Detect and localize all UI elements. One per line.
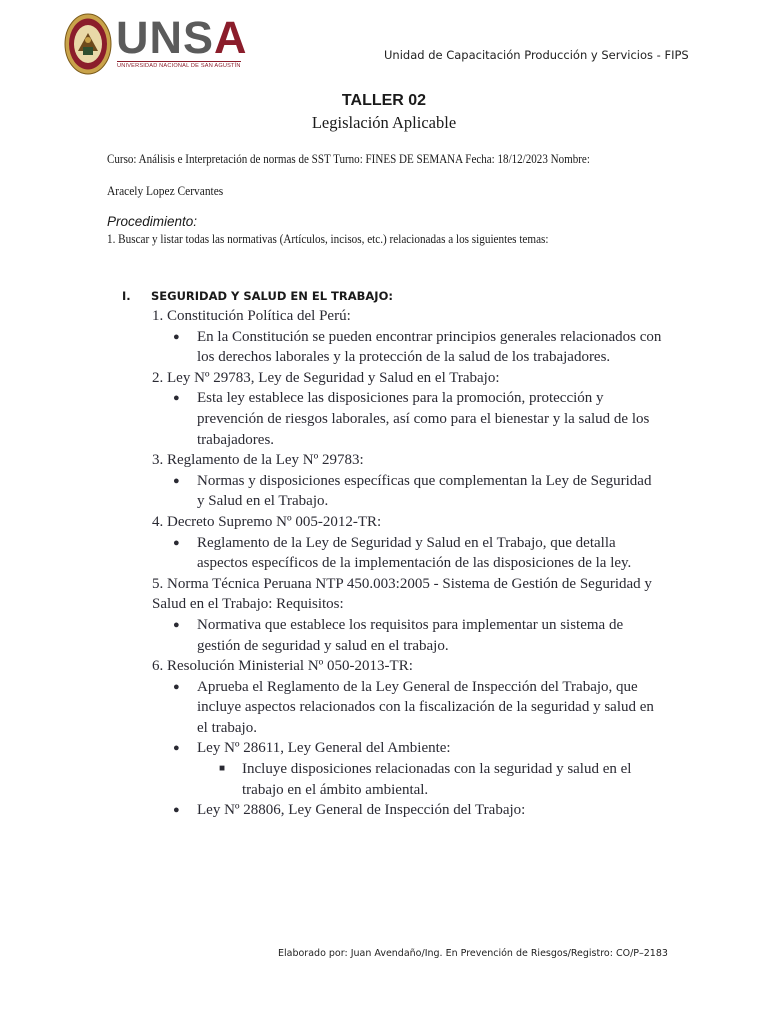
university-seal-icon [64, 13, 112, 75]
sub-bullet-point: ■ Incluye disposiciones relacionadas con la seguridad y salud en el trabajo en el ámbito ambiental. [152, 759, 662, 800]
bullet-point: ● Esta ley establece las disposiciones para la promoción, protección y prevención de riesgos laborales, así como para el bienestar y la salud de los trabajadores. [152, 388, 662, 450]
instruction-text: 1. Buscar y listar todas las normativas (Artículos, incisos, etc.) relacionadas a los siguientes temas: [107, 231, 549, 246]
list-item-heading: 1. Constitución Política del Perú: [152, 308, 351, 324]
bullet-point: ● Ley Nº 28806, Ley General de Inspección del Trabajo: [152, 800, 662, 821]
document-subtitle: Legislación Aplicable [311, 113, 457, 132]
list-item-heading: 6. Resolución Ministerial Nº 050-2013-TR: [152, 658, 413, 675]
bullet-point: ● Ley Nº 28611, Ley General del Ambiente: [152, 738, 662, 759]
logo-subtitle: UNIVERSIDAD NACIONAL DE SAN AGUSTÍN [117, 63, 241, 69]
document-title: TALLER 02 [341, 92, 427, 109]
unit-name: Unidad de Capacitación Producción y Servicios - FIPS [384, 48, 689, 62]
logo-wordmark [116, 12, 248, 63]
footer-credit: Elaborado por: Juan Avendaño/Ing. En Prevención de Riesgos/Registro: CO/P–2183 [278, 948, 668, 959]
list-item-heading: 5. Norma Técnica Peruana NTP 450.003:2005 - Sistema de Gestión de Seguridad y Salud en el Trabajo: Requisitos: [152, 575, 652, 613]
bullet-point: ● Normas y disposiciones específicas que complementan la Ley de Seguridad y Salud en el Trabajo. [152, 471, 662, 512]
list-item-heading: 2. Ley Nº 29783, Ley de Seguridad y Salud en el Trabajo: [152, 369, 500, 386]
student-name: Aracely Lopez Cervantes [107, 183, 224, 198]
bullet-point: ● Normativa que establece los requisitos para implementar un sistema de gestión de seguridad y salud en el trabajo. [152, 615, 662, 656]
section-content [152, 306, 662, 821]
course-info-line: Curso: Análisis e Interpretación de normas de SST Turno: FINES DE SEMANA Fecha: 18/12/2023 Nombre: [107, 151, 590, 166]
section-number: I. [122, 289, 131, 303]
bullet-point: ● En la Constitución se pueden encontrar principios generales relacionados con los derechos laborales y la protección de la salud de los trabajadores. [152, 327, 662, 368]
logo-accent: A [214, 12, 248, 63]
bullet-point: ● Reglamento de la Ley de Seguridad y Salud en el Trabajo, que detalla aspectos específicos de la implementación de las disposiciones de la ley. [152, 533, 662, 574]
list-item-heading: 3. Reglamento de la Ley Nº 29783: [152, 452, 364, 469]
bullet-point: ● Aprueba el Reglamento de la Ley General de Inspección del Trabajo, que incluye aspectos relacionados con la fiscalización de la seguridad y salud en el trabajo. [152, 677, 662, 739]
procedure-label: Procedimiento: [107, 214, 198, 229]
section-title: SEGURIDAD Y SALUD EN EL TRABAJO: [151, 289, 393, 303]
list-item-heading: 4. Decreto Supremo Nº 005-2012-TR: [152, 513, 382, 530]
logo-word: UNS [116, 12, 215, 63]
